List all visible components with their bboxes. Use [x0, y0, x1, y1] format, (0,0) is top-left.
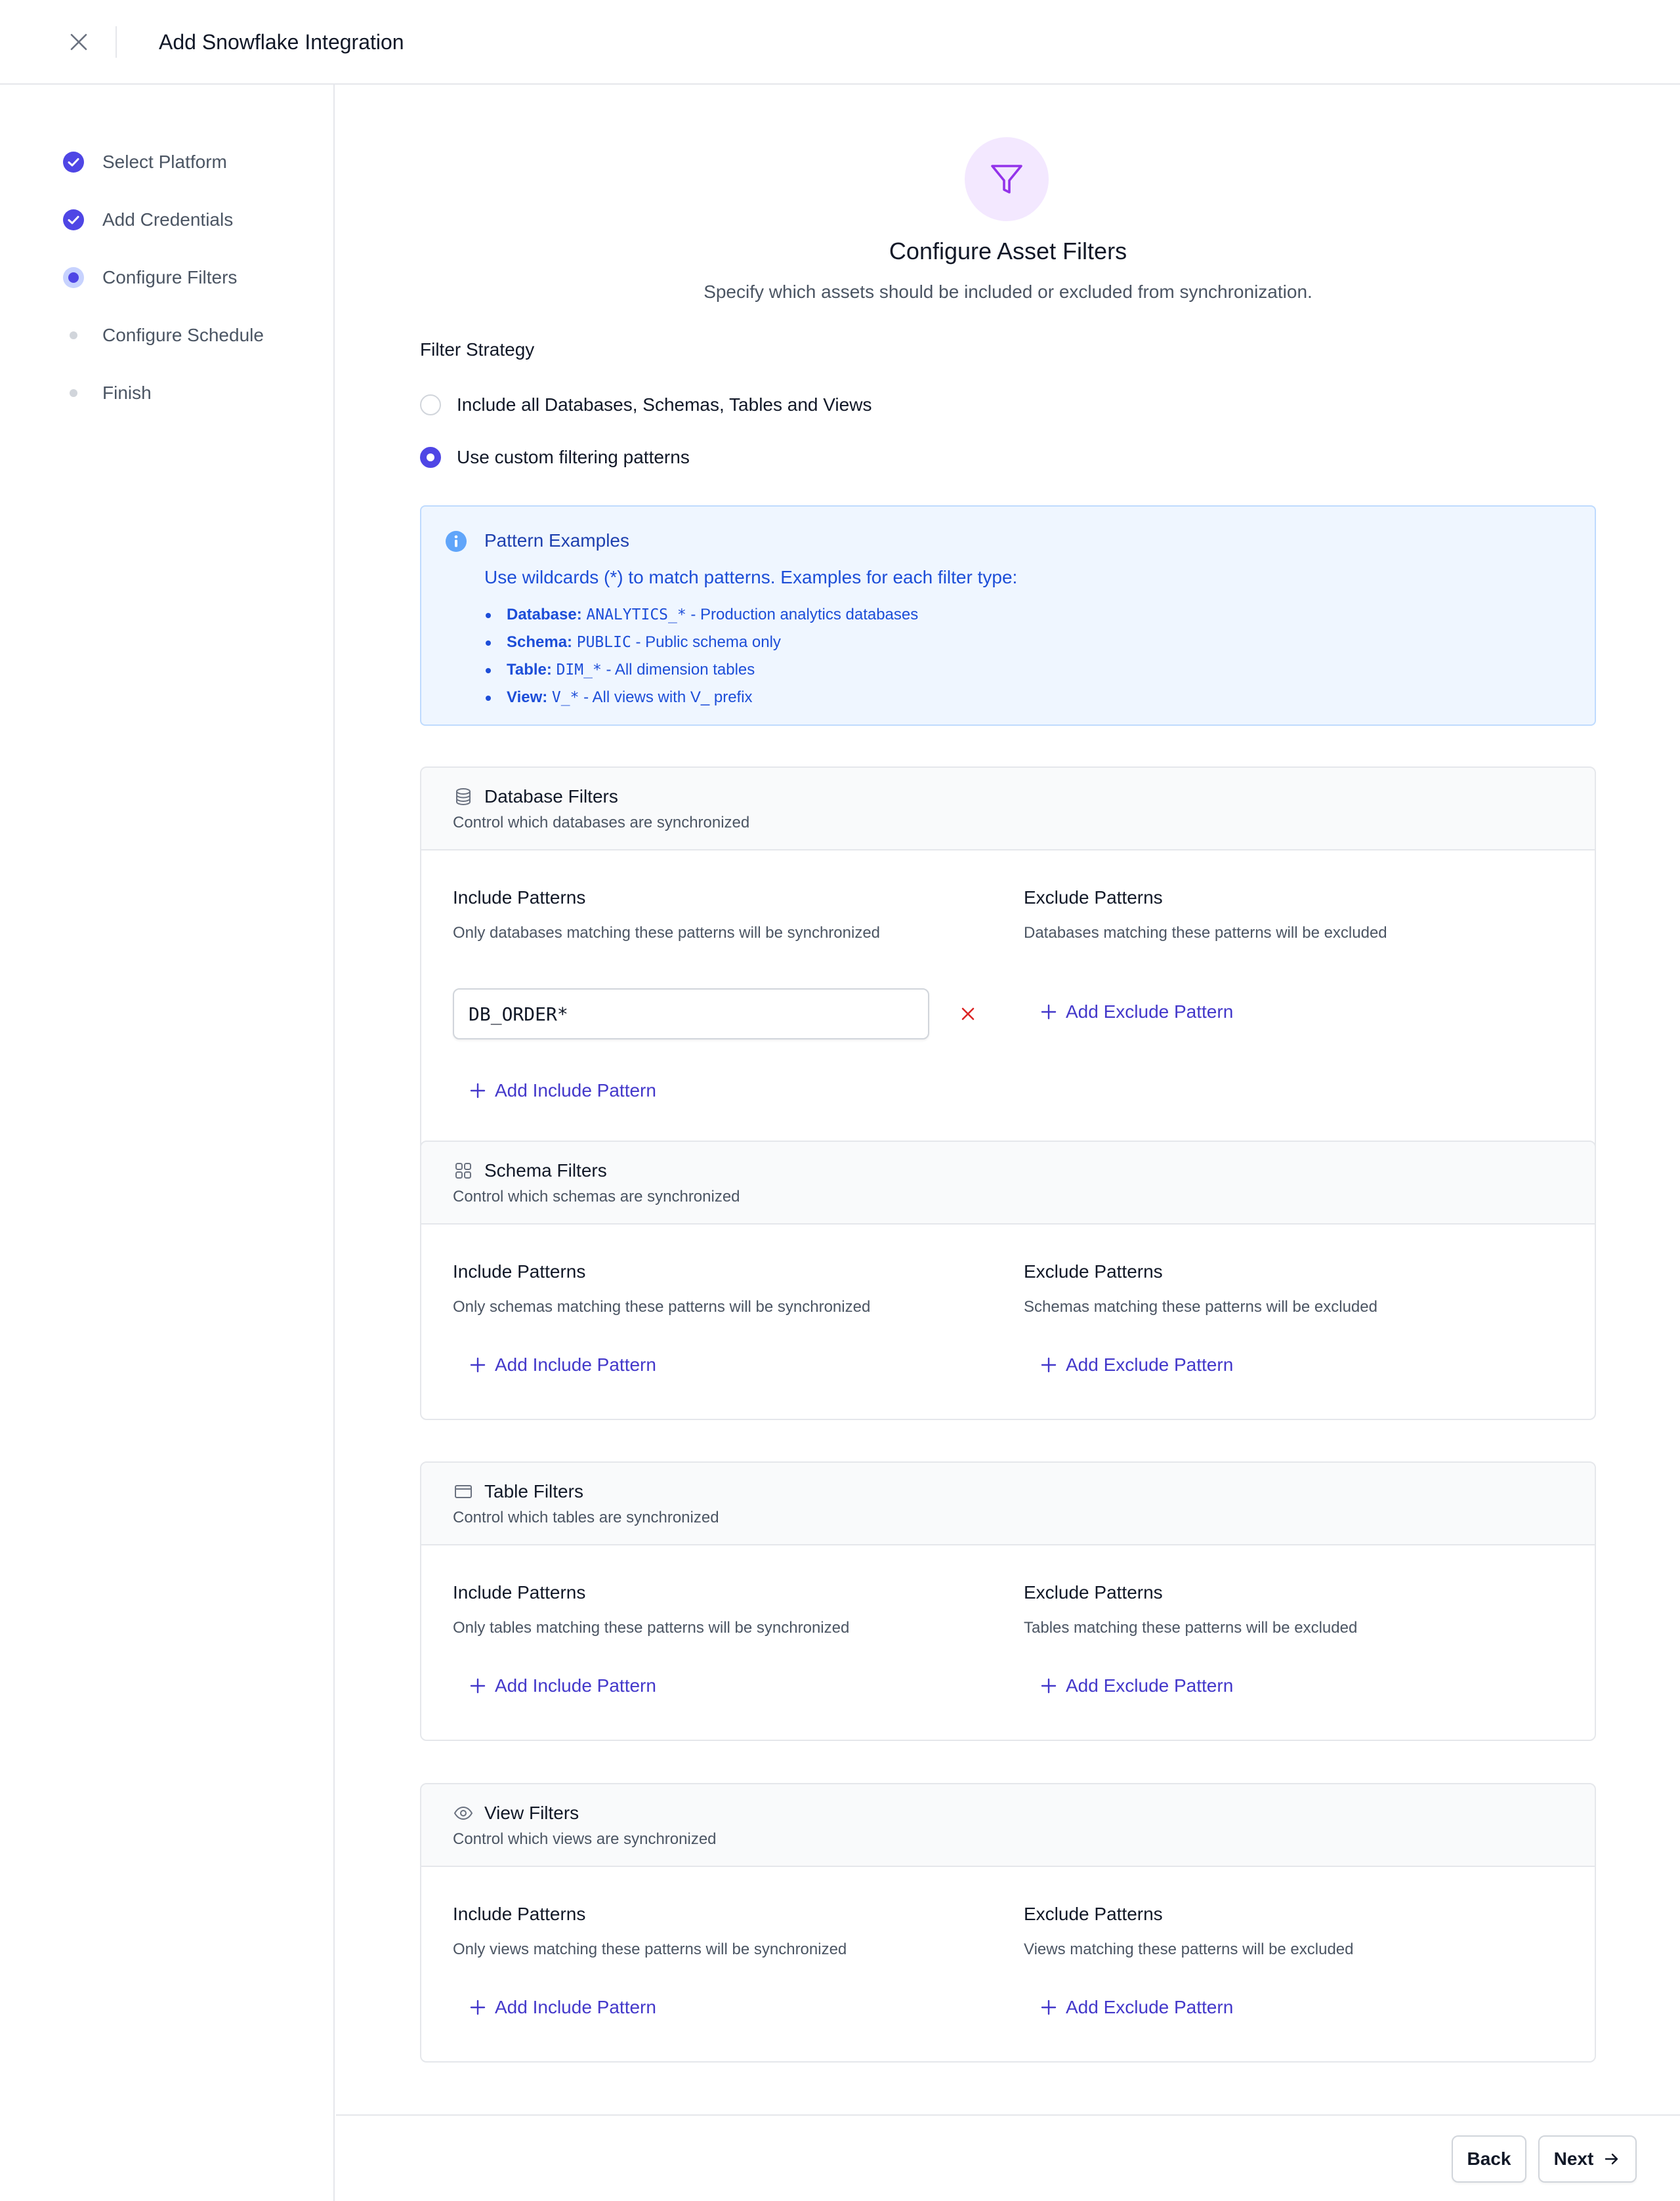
x-icon — [959, 1005, 976, 1022]
add-include-pattern-button[interactable]: Add Include Pattern — [469, 1078, 656, 1104]
table-icon — [453, 1481, 474, 1502]
close-icon — [69, 32, 89, 52]
step-add-credentials[interactable] — [62, 205, 233, 234]
section-title: Configure Asset Filters — [889, 238, 1127, 264]
plus-icon — [469, 1677, 487, 1695]
card-header — [421, 1463, 1595, 1545]
plus-icon — [1040, 1998, 1058, 2017]
remove-pattern-button[interactable] — [956, 1001, 980, 1026]
include-patterns-desc: Only views matching these patterns will be synchronized — [453, 1940, 847, 1958]
include-patterns-desc: Only tables matching these patterns will be synchronized — [453, 1619, 850, 1637]
view-filters-card — [420, 1783, 1596, 2063]
card-subtitle: Control which tables are synchronized — [453, 1509, 719, 1526]
radio-label: Use custom filtering patterns — [457, 447, 690, 467]
card-title: Database Filters — [484, 786, 618, 807]
step-label: Finish — [102, 383, 152, 403]
include-patterns-title: Include Patterns — [453, 1904, 586, 1924]
step-configure-schedule[interactable] — [62, 321, 264, 350]
step-label: Configure Schedule — [102, 325, 264, 345]
stepper-sidebar — [0, 85, 335, 2201]
include-pattern-input[interactable] — [453, 988, 929, 1039]
list-item: Database: ANALYTICS_* - Production analytics databases — [484, 601, 918, 629]
plus-icon — [469, 1998, 487, 2017]
include-patterns-title: Include Patterns — [453, 1582, 586, 1603]
card-title: Schema Filters — [484, 1160, 607, 1181]
check-circle-icon — [62, 150, 85, 174]
card-header — [421, 768, 1595, 850]
radio-button[interactable] — [420, 394, 441, 415]
card-title: Table Filters — [484, 1481, 583, 1501]
plus-icon — [469, 1081, 487, 1100]
database-filters-card — [420, 766, 1596, 1183]
step-finish[interactable] — [62, 379, 152, 408]
exclude-patterns-desc: Schemas matching these patterns will be excluded — [1024, 1298, 1377, 1316]
card-subtitle: Control which views are synchronized — [453, 1830, 717, 1848]
info-text: Use wildcards (*) to match patterns. Examples for each filter type: — [484, 567, 1018, 587]
plus-icon — [469, 1356, 487, 1374]
check-circle-icon — [62, 208, 85, 232]
include-patterns-desc: Only schemas matching these patterns will be synchronized — [453, 1298, 871, 1316]
add-include-pattern-button[interactable]: Add Include Pattern — [469, 1994, 656, 2021]
exclude-patterns-title: Exclude Patterns — [1024, 1582, 1163, 1603]
database-icon — [453, 786, 474, 807]
list-item: Table: DIM_* - All dimension tables — [484, 656, 918, 684]
card-title: View Filters — [484, 1803, 579, 1823]
card-header — [421, 1142, 1595, 1225]
card-subtitle: Control which databases are synchronized — [453, 814, 750, 831]
card-header — [421, 1784, 1595, 1867]
step-label: Select Platform — [102, 152, 227, 172]
list-item: Schema: PUBLIC - Public schema only — [484, 629, 918, 656]
add-include-pattern-button[interactable]: Add Include Pattern — [469, 1673, 656, 1699]
step-select-platform[interactable] — [62, 148, 227, 177]
exclude-patterns-title: Exclude Patterns — [1024, 887, 1163, 908]
add-exclude-pattern-button[interactable]: Add Exclude Pattern — [1040, 1673, 1233, 1699]
pattern-examples-box — [420, 505, 1596, 726]
current-step-dot-icon — [62, 266, 85, 289]
radio-custom-patterns[interactable] — [420, 444, 690, 471]
filter-strategy-label: Filter Strategy — [420, 339, 535, 360]
plus-icon — [1040, 1677, 1058, 1695]
footer-bar — [336, 2114, 1680, 2201]
table-filters-card — [420, 1461, 1596, 1741]
radio-button-selected[interactable] — [420, 447, 441, 468]
list-item: View: V_* - All views with V_ prefix — [484, 684, 918, 711]
pending-step-dot-icon — [62, 381, 85, 405]
info-icon — [445, 530, 467, 553]
filter-icon — [965, 137, 1049, 221]
include-patterns-desc: Only databases matching these patterns will be synchronized — [453, 924, 881, 942]
radio-label: Include all Databases, Schemas, Tables and Views — [457, 394, 872, 415]
exclude-patterns-desc: Databases matching these patterns will be excluded — [1024, 924, 1387, 942]
add-exclude-pattern-button[interactable]: Add Exclude Pattern — [1040, 1994, 1233, 2021]
include-patterns-title: Include Patterns — [453, 1261, 586, 1282]
include-patterns-title: Include Patterns — [453, 887, 586, 908]
exclude-patterns-desc: Views matching these patterns will be excluded — [1024, 1940, 1354, 1958]
grid-icon — [453, 1160, 474, 1181]
exclude-patterns-title: Exclude Patterns — [1024, 1904, 1163, 1924]
step-label: Add Credentials — [102, 209, 234, 230]
pending-step-dot-icon — [62, 324, 85, 347]
add-exclude-pattern-button[interactable]: Add Exclude Pattern — [1040, 999, 1233, 1025]
close-button[interactable] — [63, 29, 94, 55]
radio-include-all[interactable] — [420, 392, 872, 418]
schema-filters-card — [420, 1141, 1596, 1420]
add-include-pattern-button[interactable]: Add Include Pattern — [469, 1352, 656, 1378]
exclude-patterns-desc: Tables matching these patterns will be excluded — [1024, 1619, 1358, 1637]
arrow-right-icon — [1603, 2150, 1621, 2168]
step-label: Configure Filters — [102, 267, 238, 287]
eye-icon — [453, 1803, 474, 1824]
add-exclude-pattern-button[interactable]: Add Exclude Pattern — [1040, 1352, 1233, 1378]
info-title: Pattern Examples — [484, 530, 629, 551]
header-divider — [116, 26, 117, 58]
pattern-examples-list — [484, 601, 918, 711]
main-content — [336, 85, 1680, 2114]
plus-icon — [1040, 1356, 1058, 1374]
plus-icon — [1040, 1003, 1058, 1021]
next-button-label: Next — [1553, 2149, 1594, 2169]
back-button[interactable]: Back — [1452, 2135, 1526, 2183]
card-subtitle: Control which schemas are synchronized — [453, 1188, 740, 1205]
header-bar — [0, 0, 1680, 85]
page-title: Add Snowflake Integration — [159, 30, 404, 54]
exclude-patterns-title: Exclude Patterns — [1024, 1261, 1163, 1282]
next-button[interactable] — [1538, 2135, 1637, 2183]
section-subtitle: Specify which assets should be included or excluded from synchronization. — [704, 282, 1312, 302]
step-configure-filters[interactable] — [62, 263, 237, 292]
